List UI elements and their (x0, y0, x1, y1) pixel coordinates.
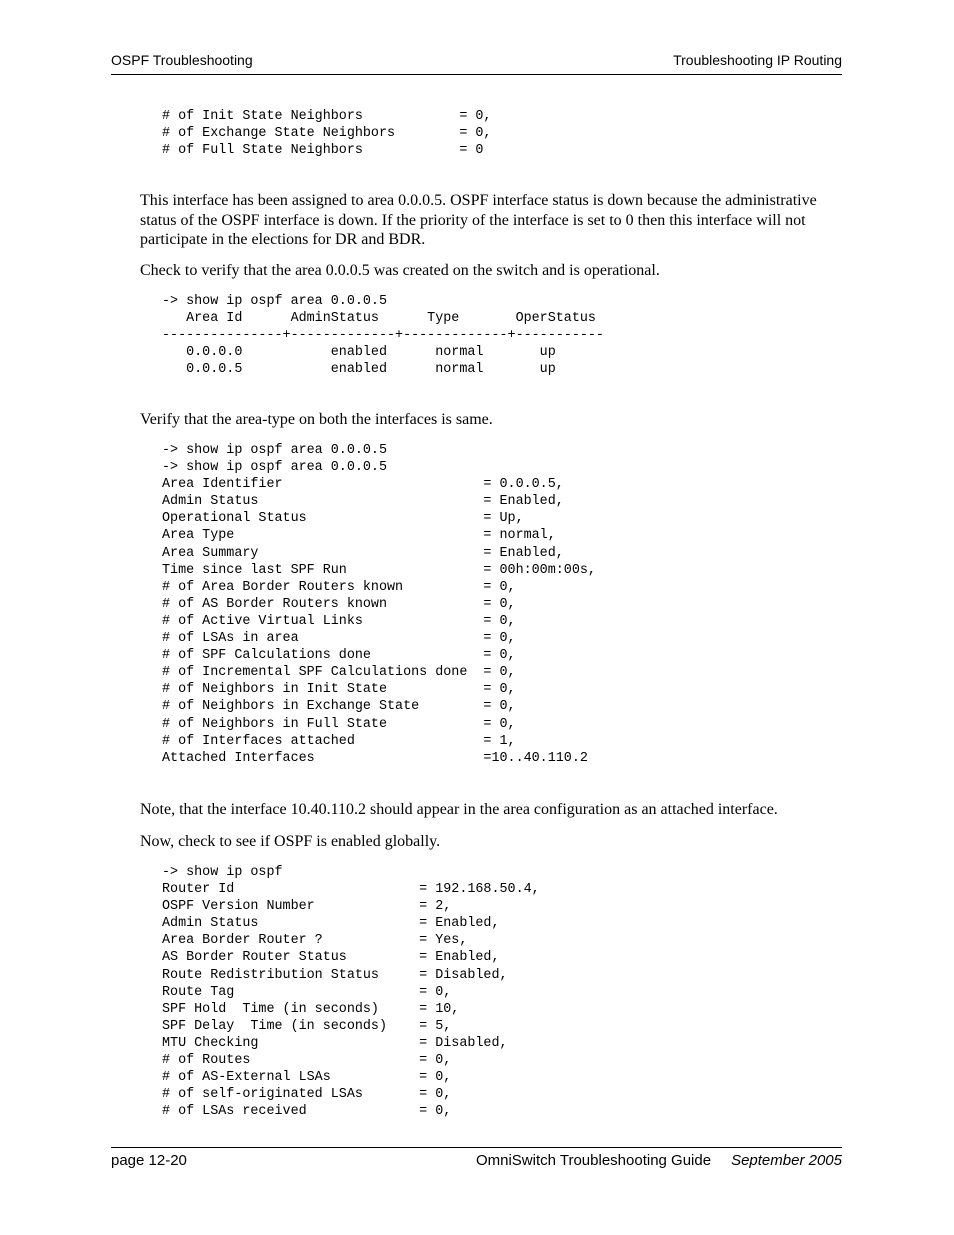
code-block-neighbor-states: # of Init State Neighbors = 0, # of Exchange State Neighbors = 0, # of Full State Neighbors = 0 (162, 109, 492, 159)
footer-guide-info (476, 1152, 842, 1169)
header-section-title: OSPF Troubleshooting (111, 52, 253, 68)
publication-date: September 2005 (731, 1152, 842, 1169)
paragraph-attached-interface-note: Note, that the interface 10.40.110.2 should appear in the area configuration as an attached interface. (140, 801, 778, 818)
code-block-ospf-global: -> show ip ospf Router Id = 192.168.50.4, OSPF Version Number = 2, Admin Status = Enabled, Area Border Router ? = Yes, AS Border Router Status = Enabled, Route Redistribution Status = Disabled, Route Tag = 0, SPF Hold Time (in seconds) = 10, SPF Delay Time (in seconds) = 5, MTU Checking = Disabled, # of Routes = 0, # of AS-External LSAs = 0, # of self-originated LSAs = 0, # of LSAs received = 0, (162, 865, 540, 1120)
code-block-area-table: -> show ip ospf area 0.0.0.5 Area Id AdminStatus Type OperStatus ---------------+-------------+-------------+----------- 0.0.0.0 enabled normal up 0.0.0.5 enabled normal up (162, 294, 604, 378)
paragraph-check-ospf-global: Now, check to see if OSPF is enabled globally. (140, 833, 441, 850)
header-chapter-title: Troubleshooting IP Routing (673, 52, 842, 68)
paragraph-check-area: Check to verify that the area 0.0.0.5 was created on the switch and is operational. (140, 262, 660, 279)
page-header (111, 50, 842, 75)
page-footer (111, 1147, 842, 1176)
paragraph-verify-area-type: Verify that the area-type on both the interfaces is same. (140, 411, 493, 428)
code-block-area-details: -> show ip ospf area 0.0.0.5 -> show ip ospf area 0.0.0.5 Area Identifier = 0.0.0.5, Admin Status = Enabled, Operational Status = Up, Area Type = normal, Area Summary = Enabled, Time since last SPF Run = 00h:00m:00s, # of Area Border Routers known = 0, # of AS Border Routers known = 0, # of Active Virtual Links = 0, # of LSAs in area = 0, # of SPF Calculations done = 0, # of Incremental SPF Calculations done = 0, # of Neighbors in Init State = 0, # of Neighbors in Exchange State = 0, # of Neighbors in Full State = 0, # of Interfaces attached = 1, Attached Interfaces =10..40.110.2 (162, 443, 596, 766)
guide-title: OmniSwitch Troubleshooting Guide (475, 1152, 712, 1169)
paragraph-interface-area: This interface has been assigned to area 0.0.0.5. OSPF interface status is down because the administrative status of the OSPF interface is down. If the priority of the interface is set to 0 then this interface will not participate in the elections for DR and BDR. (140, 192, 817, 248)
page-number: page 12-20 (111, 1152, 187, 1169)
